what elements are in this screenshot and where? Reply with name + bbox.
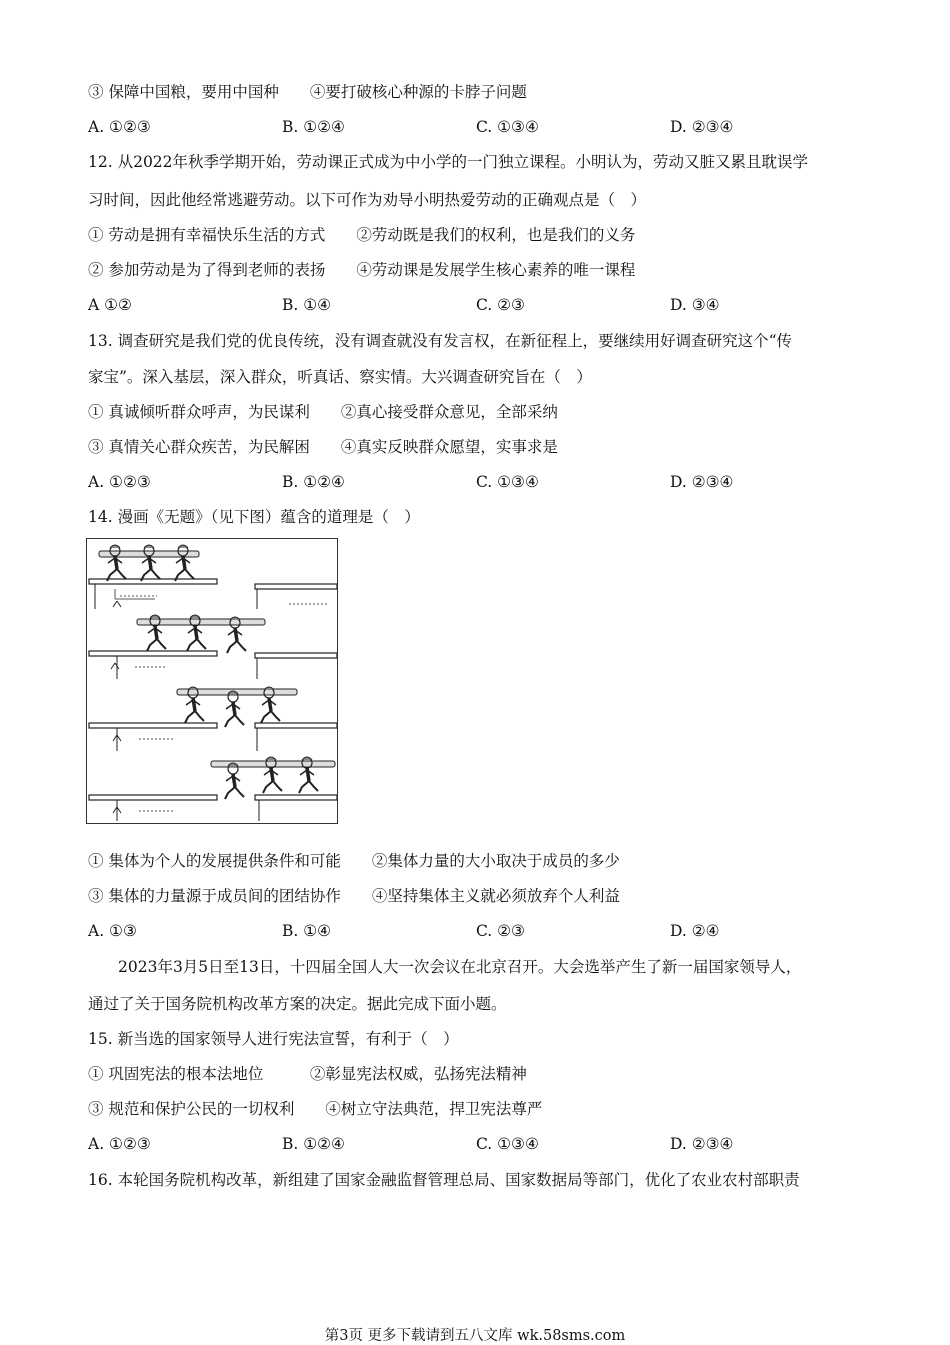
q13-stem-line2: 家宝”。深入基层，深入群众，听真话、察实情。大兴调查研究旨在（ ） (88, 368, 592, 386)
q13-statements-1-2: ① 真诚倾听群众呼声，为民谋利 ②真心接受群众意见，全部采纳 (88, 403, 558, 421)
comic-illustration (86, 538, 338, 824)
q12-stem-line2: 习时间，因此他经常逃避劳动。以下可作为劝导小明热爱劳动的正确观点是（ ） (88, 191, 647, 209)
q13-stem-line1: 13. 调查研究是我们党的优良传统，没有调查就没有发言权，在新征程上，要继续用好调查研究这个“传 (88, 332, 793, 350)
q11-statements-3-4: ③ 保障中国粮，要用中国种 ④要打破核心种源的卡脖子问题 (88, 83, 527, 101)
comic-drawing (87, 539, 337, 823)
q11-option-b: B. ①②④ (282, 118, 345, 136)
q12-statements-1-2: ① 劳动是拥有幸福快乐生活的方式 ②劳动既是我们的权利，也是我们的义务 (88, 226, 636, 244)
q11-option-a: A. ①②③ (88, 118, 151, 136)
q13-option-d: D. ②③④ (670, 473, 734, 491)
q14-option-d: D. ②④ (670, 922, 720, 940)
q14-stem: 14. 漫画《无题》（见下图）蕴含的道理是（ ） (88, 508, 420, 526)
q13-statements-3-4: ③ 真情关心群众疾苦，为民解困 ④真实反映群众愿望，实事求是 (88, 438, 558, 456)
q11-option-c: C. ①③④ (476, 118, 539, 136)
q15-option-d: D. ②③④ (670, 1135, 734, 1153)
q15-statements-1-2: ① 巩固宪法的根本法地位 ②彰显宪法权威，弘扬宪法精神 (88, 1065, 527, 1083)
q15-statements-3-4: ③ 规范和保护公民的一切权利 ④树立守法典范，捍卫宪法尊严 (88, 1100, 543, 1118)
q12-option-b: B. ①④ (282, 296, 332, 314)
q13-option-c: C. ①③④ (476, 473, 539, 491)
q16-stem-line1: 16. 本轮国务院机构改革，新组建了国家金融监督管理总局、国家数据局等部门，优化了农业农村部职责 (88, 1171, 800, 1189)
q14-option-a: A. ①③ (88, 922, 137, 940)
material-line2: 通过了关于国务院机构改革方案的决定。据此完成下面小题。 (88, 995, 507, 1013)
page-footer: 第3页 更多下载请到五八文库 wk.58sms.com (324, 1328, 626, 1344)
q14-option-c: C. ②③ (476, 922, 525, 940)
q12-option-d: D. ③④ (670, 296, 720, 314)
q12-option-c: C. ②③ (476, 296, 525, 314)
q14-statements-1-2: ① 集体为个人的发展提供条件和可能 ②集体力量的大小取决于成员的多少 (88, 852, 620, 870)
q12-stem-line1: 12. 从2022年秋季学期开始，劳动课正式成为中小学的一门独立课程。小明认为，劳动又脏又累且耽误学 (88, 153, 809, 171)
q12-statements-3-4: ② 参加劳动是为了得到老师的表扬 ④劳动课是发展学生核心素养的唯一课程 (88, 261, 636, 279)
q15-option-b: B. ①②④ (282, 1135, 345, 1153)
q12-option-a: A ①② (88, 296, 132, 314)
q13-option-b: B. ①②④ (282, 473, 345, 491)
q15-stem: 15. 新当选的国家领导人进行宪法宣誓，有利于（ ） (88, 1030, 459, 1048)
q15-option-c: C. ①③④ (476, 1135, 539, 1153)
q11-option-d: D. ②③④ (670, 118, 734, 136)
q14-option-b: B. ①④ (282, 922, 332, 940)
q15-option-a: A. ①②③ (88, 1135, 151, 1153)
q13-option-a: A. ①②③ (88, 473, 151, 491)
q14-statements-3-4: ③ 集体的力量源于成员间的团结协作 ④坚持集体主义就必须放弃个人利益 (88, 887, 620, 905)
material-line1: 2023年3月5日至13日，十四届全国人大一次会议在北京召开。大会选举产生了新一届国家领导人， (118, 958, 802, 976)
